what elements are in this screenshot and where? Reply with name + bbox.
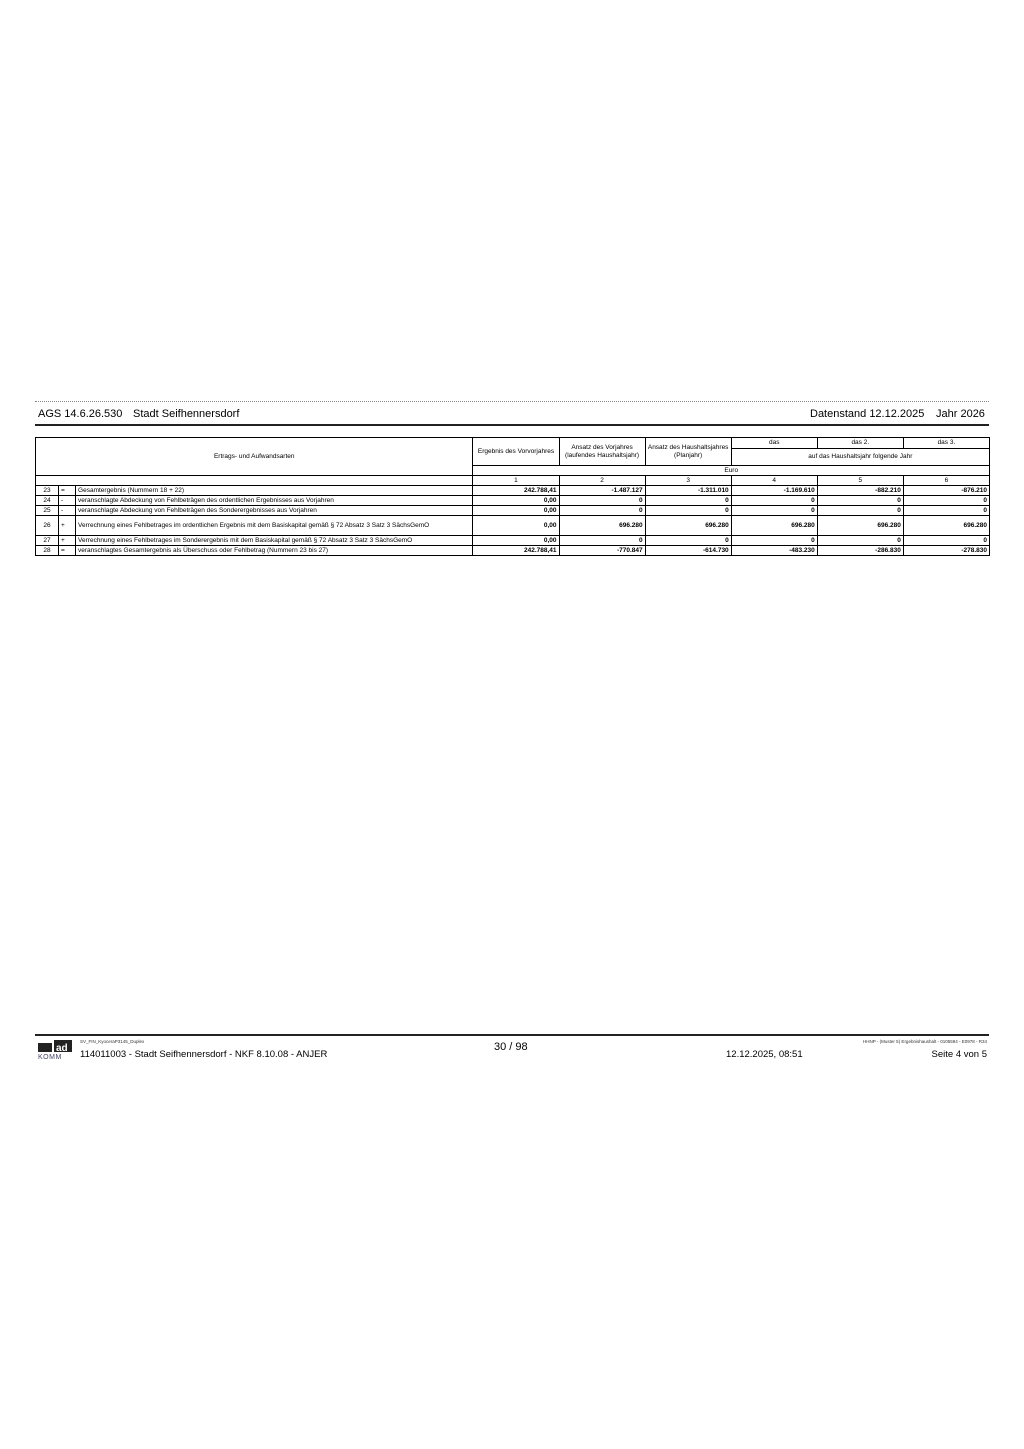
col-number: 6 [903, 476, 989, 486]
row-label: Gesamtergebnis (Nummern 18 + 22) [76, 486, 473, 496]
col-header-3: Ansatz des Haushaltsjahres (Planjahr) [645, 438, 731, 466]
col-number: 4 [731, 476, 817, 486]
row-operator: - [59, 506, 76, 516]
col-header-2: Ansatz des Vorjahres (laufendes Haushaltsjahr) [559, 438, 645, 466]
row-value: 0 [903, 506, 989, 516]
row-value: 0 [903, 496, 989, 506]
footer-datetime: 12.12.2025, 08:51 [726, 1049, 803, 1060]
col-header-6: das 3. [903, 438, 989, 449]
row-number: 23 [36, 486, 59, 496]
table-row [36, 486, 990, 496]
svg-text:ad: ad [56, 1043, 68, 1054]
row-value: 0,00 [473, 536, 559, 546]
ags-label: AGS 14.6.26.530 [38, 408, 123, 420]
printer-label: SV_FIN_KyoceraP3145_Duplex [80, 1039, 145, 1044]
row-number: 26 [36, 516, 59, 536]
table-row [36, 546, 990, 556]
top-divider [35, 401, 989, 402]
table-row [36, 516, 990, 536]
col-number: 3 [645, 476, 731, 486]
col-number: 5 [817, 476, 903, 486]
page-number: Seite 4 von 5 [931, 1049, 987, 1060]
row-value: 0 [559, 496, 645, 506]
row-value: 0 [559, 506, 645, 516]
row-value: 0 [731, 536, 817, 546]
unit-header: Euro [473, 466, 990, 476]
row-value: -876.210 [903, 486, 989, 496]
page-counter: 30 / 98 [494, 1041, 528, 1053]
col-number: 1 [473, 476, 559, 486]
row-label: veranschlagtes Gesamtergebnis als Überschuss oder Fehlbetrag (Nummern 23 bis 27) [76, 546, 473, 556]
row-value: 0 [817, 506, 903, 516]
city-label: Stadt Seifhennersdorf [133, 408, 240, 420]
row-label: Verrechnung eines Fehlbetrages im Sonderergebnis mit dem Basiskapital gemäß § 72 Absatz 3 Satz 3 SächsGemO [76, 536, 473, 546]
year-label: Jahr 2026 [936, 408, 985, 420]
row-label: veranschlagte Abdeckung von Fehlbeträgen des ordentlichen Ergebnisses aus Vorjahren [76, 496, 473, 506]
table-row [36, 536, 990, 546]
footer-rule [35, 1034, 989, 1036]
row-value: 0,00 [473, 506, 559, 516]
row-value: 0 [817, 536, 903, 546]
adkomm-logo [38, 1040, 74, 1060]
row-value: 0 [645, 536, 731, 546]
row-operator: + [59, 516, 76, 536]
row-value: 0 [903, 536, 989, 546]
ergebnis-table [35, 437, 990, 556]
row-value: -1.311.010 [645, 486, 731, 496]
row-value: 242.788,41 [473, 486, 559, 496]
row-value: -1.487.127 [559, 486, 645, 496]
row-value: 0 [645, 506, 731, 516]
report-label: HHNP - (Muster 5) Ergebnishaushalt - 0105594 - E0978 - R34 [863, 1039, 987, 1044]
row-number: 27 [36, 536, 59, 546]
row-value: 696.280 [817, 516, 903, 536]
row-number: 28 [36, 546, 59, 556]
col-header-1: Ergebnis des Vorvorjahres [473, 438, 559, 466]
row-label: veranschlagte Abdeckung von Fehlbeträgen des Sonderergebnisses aus Vorjahren [76, 506, 473, 516]
row-operator: = [59, 546, 76, 556]
row-value: -882.210 [817, 486, 903, 496]
following-years-header: auf das Haushaltsjahr folgende Jahr [731, 449, 989, 466]
row-value: 0 [817, 496, 903, 506]
row-value: 0,00 [473, 516, 559, 536]
row-value: 0 [731, 496, 817, 506]
row-number: 24 [36, 496, 59, 506]
row-value: 0 [559, 536, 645, 546]
row-value: 696.280 [731, 516, 817, 536]
label-header: Ertrags- und Aufwandsarten [36, 438, 473, 476]
row-value: -1.169.610 [731, 486, 817, 496]
datenstand-label: Datenstand 12.12.2025 [810, 408, 925, 420]
row-operator: + [59, 536, 76, 546]
row-value: 0,00 [473, 496, 559, 506]
col-header-4: das [731, 438, 817, 449]
table-row [36, 506, 990, 516]
row-value: 696.280 [559, 516, 645, 536]
row-value: -286.830 [817, 546, 903, 556]
row-value: -483.230 [731, 546, 817, 556]
row-value: -614.730 [645, 546, 731, 556]
row-operator: = [59, 486, 76, 496]
row-value: 696.280 [645, 516, 731, 536]
row-operator: - [59, 496, 76, 506]
table-row [36, 496, 990, 506]
row-value: 696.280 [903, 516, 989, 536]
row-value: 0 [731, 506, 817, 516]
row-value: 0 [645, 496, 731, 506]
col-number: 2 [559, 476, 645, 486]
row-value: 242.788,41 [473, 546, 559, 556]
row-value: -278.830 [903, 546, 989, 556]
col-header-5: das 2. [817, 438, 903, 449]
header-rule [35, 424, 989, 426]
svg-text:KOMM: KOMM [38, 1054, 62, 1060]
row-label: Verrechnung eines Fehlbetrages im ordentlichen Ergebnis mit dem Basiskapital gemäß § 72 Absatz 3 Satz 3 SächsGemO [76, 516, 473, 536]
row-value: -770.847 [559, 546, 645, 556]
footer-info: 114011003 - Stadt Seifhennersdorf - NKF 8.10.08 - ANJER [80, 1049, 328, 1060]
row-number: 25 [36, 506, 59, 516]
